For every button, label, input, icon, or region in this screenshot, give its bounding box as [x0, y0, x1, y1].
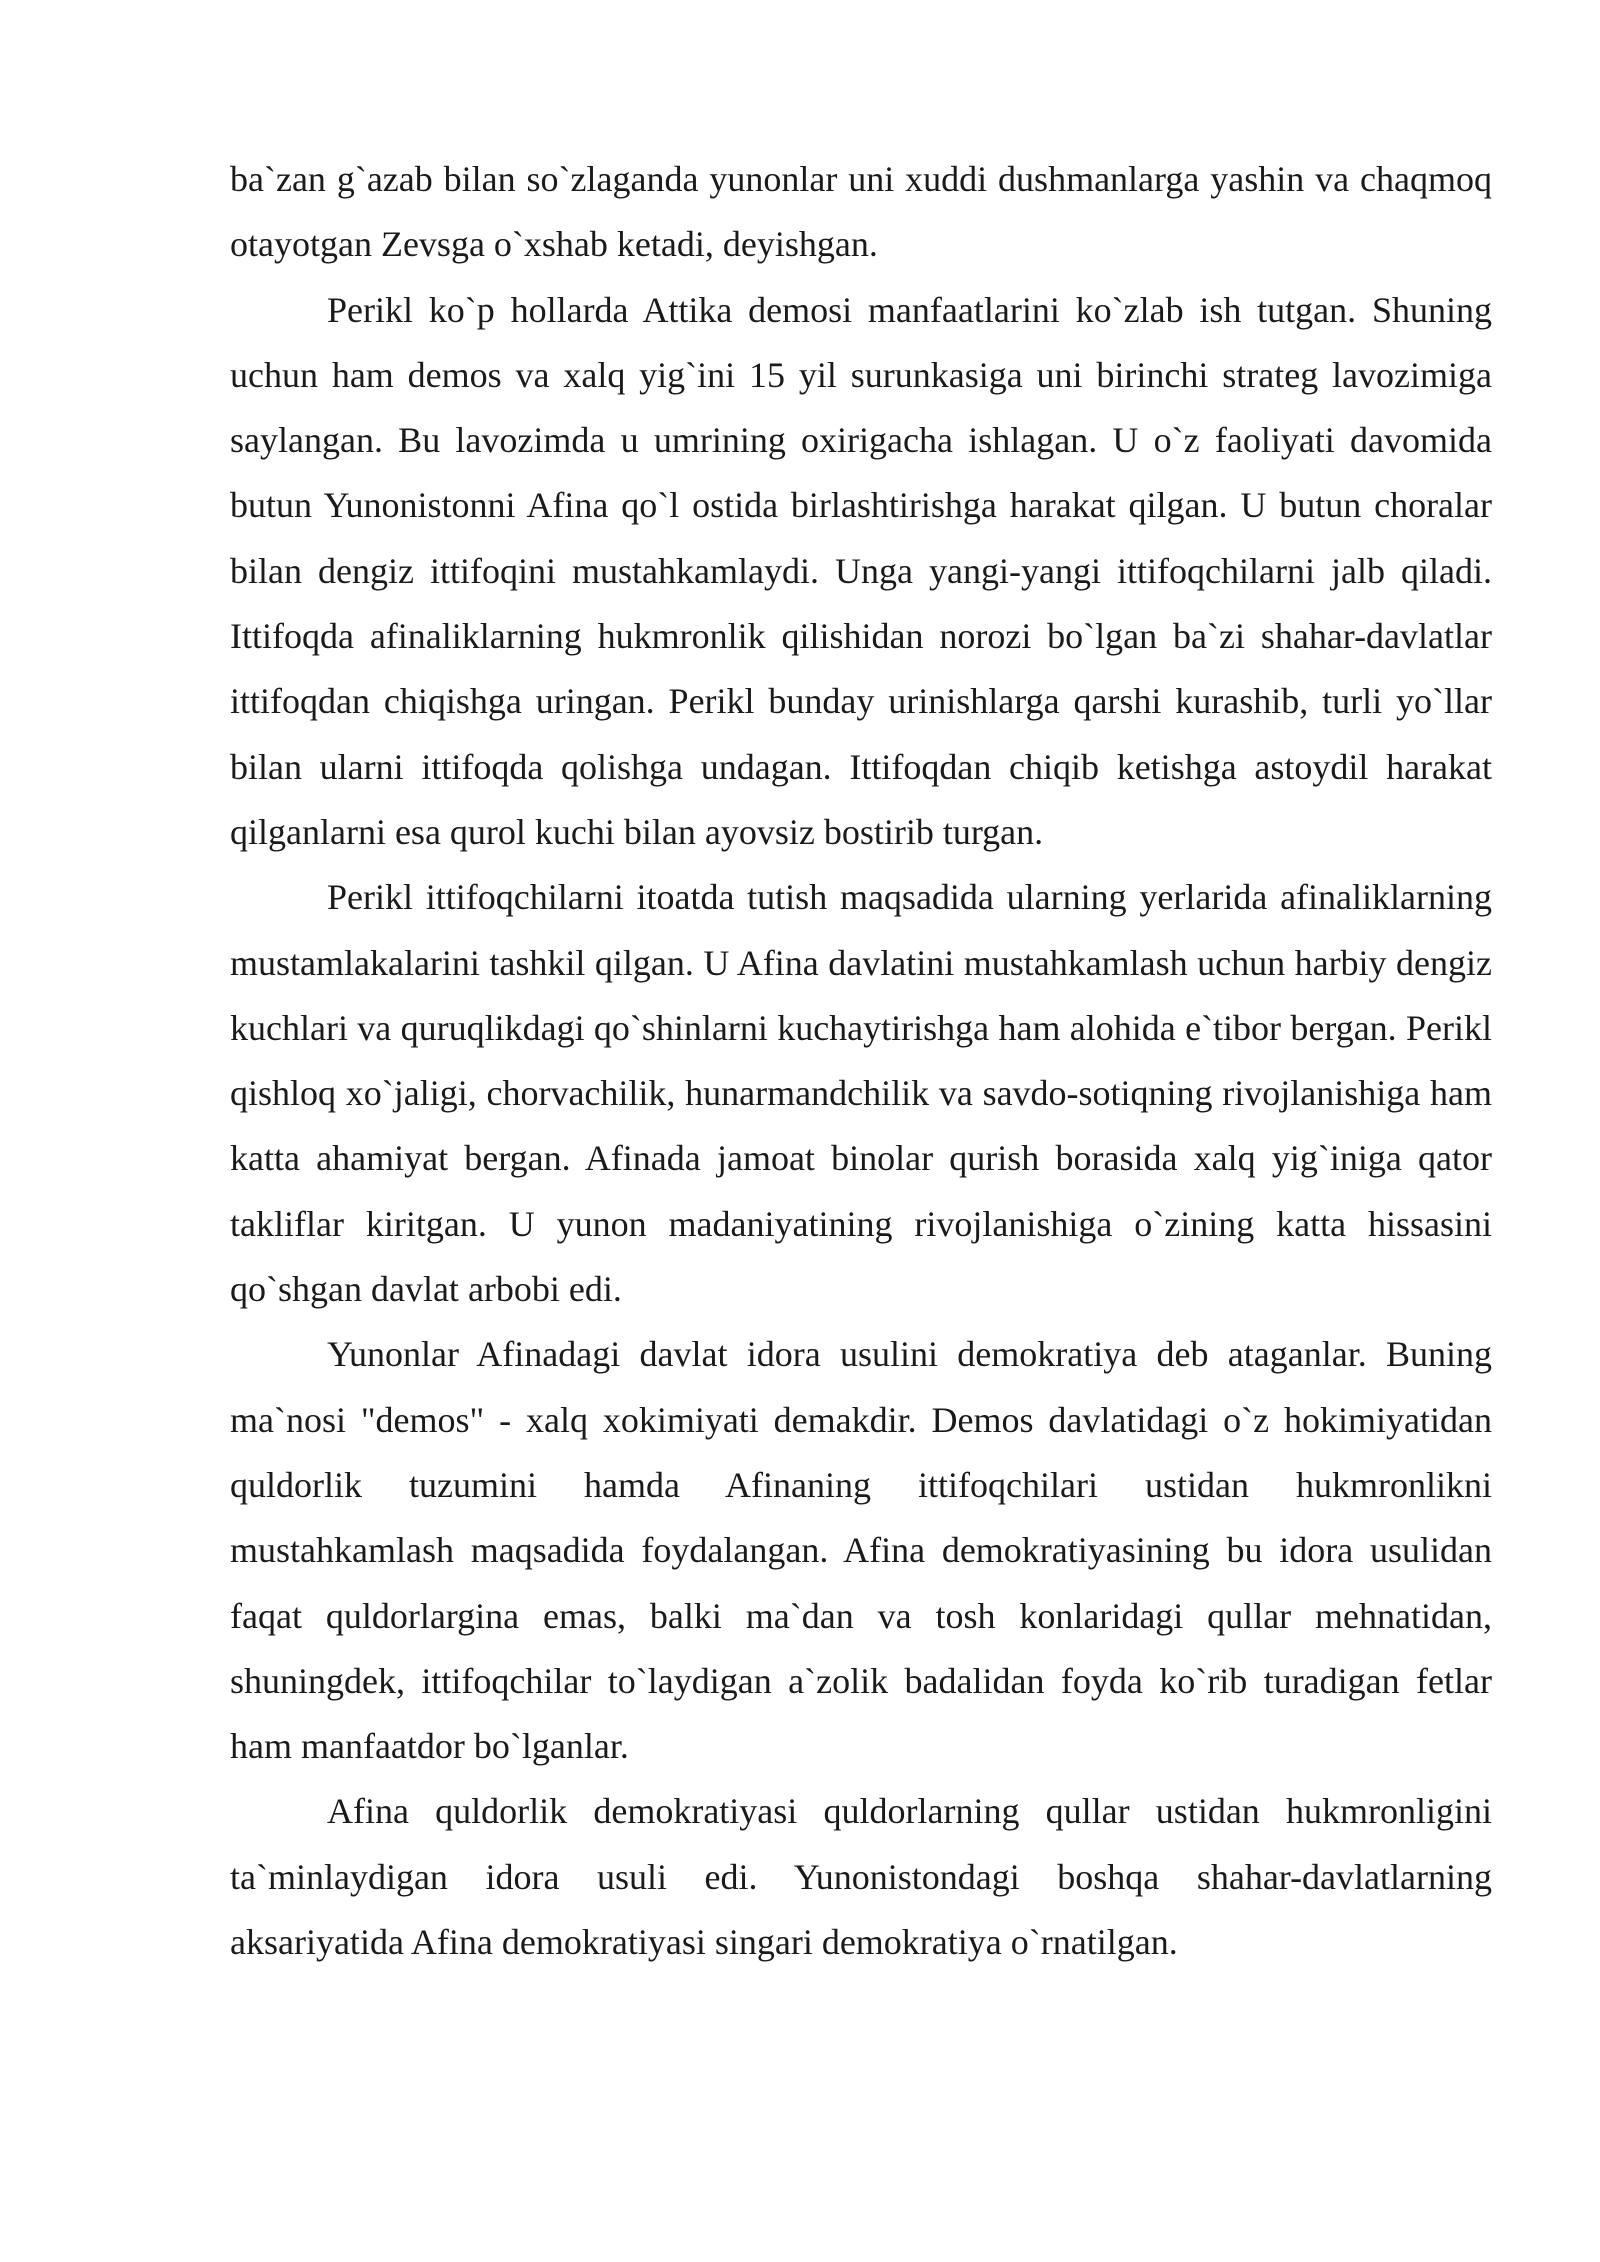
paragraph-5: Afina quldorlik demokratiyasi quldorlarning qullar ustidan hukmronligini ta`minlaydigan idora usuli edi. Yunonistondagi boshqa shahar-davlatlarning aksariyatida Afina demokratiyasi singari demokratiya o`rnatilgan. [230, 1791, 1492, 1963]
paragraph-2: Perikl ko`p hollarda Attika demosi manfaatlarini ko`zlab ish tutgan. Shuning uchun ham demos va xalq yig`ini 15 yil surunkasiga uni birinchi strateg lavozimiga saylangan. Bu lavozimda u umrining oxirigacha ishlagan. U o`z faoliyati davomida butun Yunonistonni Afina qo`l ostida birlashtirishga harakat qilgan. U butun choralar bilan dengiz ittifoqini mustahkamlaydi. Unga yangi-yangi ittifoqchilarni jalb qiladi. Ittifoqda afinaliklarning hukmronlik qilishidan norozi bo`lgan ba`zi shahar-davlatlar ittifoqdan chiqishga uringan. Perikl bunday urinishlarga qarshi kurashib, turli yo`llar bilan ularni ittifoqda qolishga undagan. Ittifoqdan chiqib ketishga astoydil harakat qilganlarni esa qurol kuchi bilan ayovsiz bostirib turgan. [230, 289, 1492, 852]
paragraph-4: Yunonlar Afinadagi davlat idora usulini demokratiya deb ataganlar. Buning ma`nosi "demos" - xalq xokimiyati demakdir. Demos davlatidagi o`z hokimiyatidan quldorlik tuzumini hamda Afinaning ittifoqchilari ustidan hukmronlikni mustahkamlash maqsadida foydalangan. Afina demokratiyasining bu idora usulidan faqat quldorlargina emas, balki ma`dan va tosh konlaridagi qullar mehnatidan, shuningdek, ittifoqchilar to`laydigan a`zolik badalidan foyda ko`rib turadigan fetlar ham manfaatdor bo`lganlar. [230, 1334, 1492, 1767]
paragraph-1: ba`zan g`azab bilan so`zlaganda yunonlar uni xuddi dushmanlarga yashin va chaqmoq otayotgan Zevsga o`xshab ketadi, deyishgan. [230, 159, 1492, 265]
paragraph-3: Perikl ittifoqchilarni itoatda tutish maqsadida ularning yerlarida afinaliklarning mustamlakalarini tashkil qilgan. U Afina davlatini mustahkamlash uchun harbiy dengiz kuchlari va quruqlikdagi qo`shinlarni kuchaytirishga ham alohida e`tibor bergan. Perikl qishloq xo`jaligi, chorvachilik, hunarmandchilik va savdo-sotiqning rivojlanishiga ham katta ahamiyat bergan. Afinada jamoat binolar qurish borasida xalq yig`iniga qator takliflar kiritgan. U yunon madaniyatining rivojlanishiga o`zining katta hissasini qo`shgan davlat arbobi edi. [230, 877, 1492, 1310]
document-page [230, 147, 1492, 1975]
